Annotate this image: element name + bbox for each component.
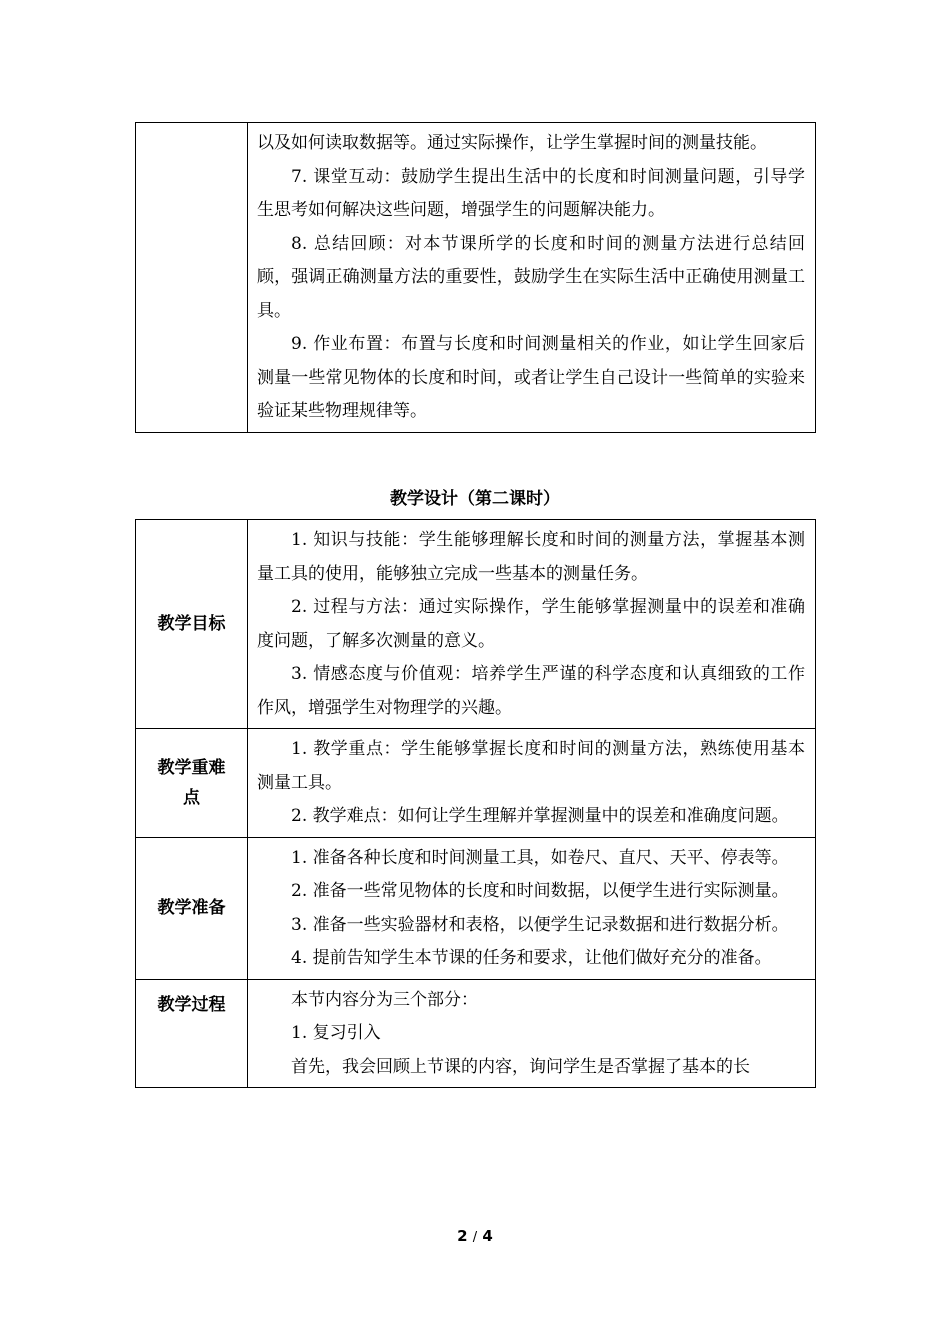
page-number bbox=[0, 1227, 950, 1245]
paragraph: 以及如何读取数据等。通过实际操作，让学生掌握时间的测量技能。 bbox=[257, 133, 767, 153]
content-cell bbox=[248, 520, 816, 729]
paragraph: 1. 知识与技能：学生能够理解长度和时间的测量方法，掌握基本测量工具的使用，能够独立完成一些基本的测量任务。 bbox=[257, 530, 805, 584]
paragraph: 2. 教学难点：如何让学生理解并掌握测量中的误差和准确度问题。 bbox=[291, 806, 789, 826]
row-label-objectives: 教学目标 bbox=[136, 520, 248, 729]
empty-label-cell bbox=[136, 123, 248, 433]
paragraph: 本节内容分为三个部分： bbox=[291, 989, 478, 1010]
paragraph: 7. 课堂互动：鼓励学生提出生活中的长度和时间测量问题，引导学生思考如何解决这些问题，增强学生的问题解决能力。 bbox=[257, 166, 805, 220]
row-label-preparation: 教学准备 bbox=[136, 837, 248, 979]
current-page: 2 bbox=[457, 1227, 468, 1245]
paragraph: 首先，我会回顾上节课的内容，询问学生是否掌握了基本的长 bbox=[291, 1056, 750, 1077]
paragraph: 3. 情感态度与价值观：培养学生严谨的科学态度和认真细致的工作作风，增强学生对物理学的兴趣。 bbox=[257, 664, 805, 718]
paragraph: 4. 提前告知学生本节课的任务和要求，让他们做好充分的准备。 bbox=[291, 948, 772, 968]
table-row bbox=[136, 123, 816, 433]
page-separator: / bbox=[472, 1230, 478, 1245]
continued-lesson-table bbox=[135, 122, 816, 433]
total-pages: 4 bbox=[482, 1227, 493, 1245]
row-label-key-points: 教学重难点 bbox=[136, 729, 248, 838]
paragraph: 9. 作业布置：布置与长度和时间测量相关的作业，如让学生回家后测量一些常见物体的长度和时间，或者让学生自己设计一些简单的实验来验证某些物理规律等。 bbox=[257, 334, 805, 421]
paragraph: 1. 教学重点：学生能够掌握长度和时间的测量方法，熟练使用基本测量工具。 bbox=[257, 739, 805, 793]
paragraph: 8. 总结回顾：对本节课所学的长度和时间的测量方法进行总结回顾，强调正确测量方法的重要性，鼓励学生在实际生活中正确使用测量工具。 bbox=[257, 233, 805, 321]
paragraph: 3. 准备一些实验器材和表格，以便学生记录数据和进行数据分析。 bbox=[291, 914, 789, 935]
table-row bbox=[136, 837, 816, 979]
table-row bbox=[136, 729, 816, 838]
content-cell bbox=[248, 979, 816, 1088]
content-cell bbox=[248, 837, 816, 979]
section-title: 教学设计（第二课时） bbox=[390, 489, 560, 509]
content-cell bbox=[248, 123, 816, 433]
paragraph: 2. 准备一些常见物体的长度和时间数据，以便学生进行实际测量。 bbox=[291, 881, 789, 901]
paragraph: 1. 准备各种长度和时间测量工具，如卷尺、直尺、天平、停表等。 bbox=[291, 847, 789, 868]
lesson-design-table bbox=[135, 519, 816, 1088]
paragraph: 2. 过程与方法：通过实际操作，学生能够掌握测量中的误差和准确度问题，了解多次测量的意义。 bbox=[257, 597, 805, 651]
paragraph: 1. 复习引入 bbox=[291, 1023, 381, 1043]
content-cell bbox=[248, 729, 816, 838]
table-row bbox=[136, 520, 816, 729]
table-row bbox=[136, 979, 816, 1088]
row-label-process: 教学过程 bbox=[136, 979, 248, 1088]
